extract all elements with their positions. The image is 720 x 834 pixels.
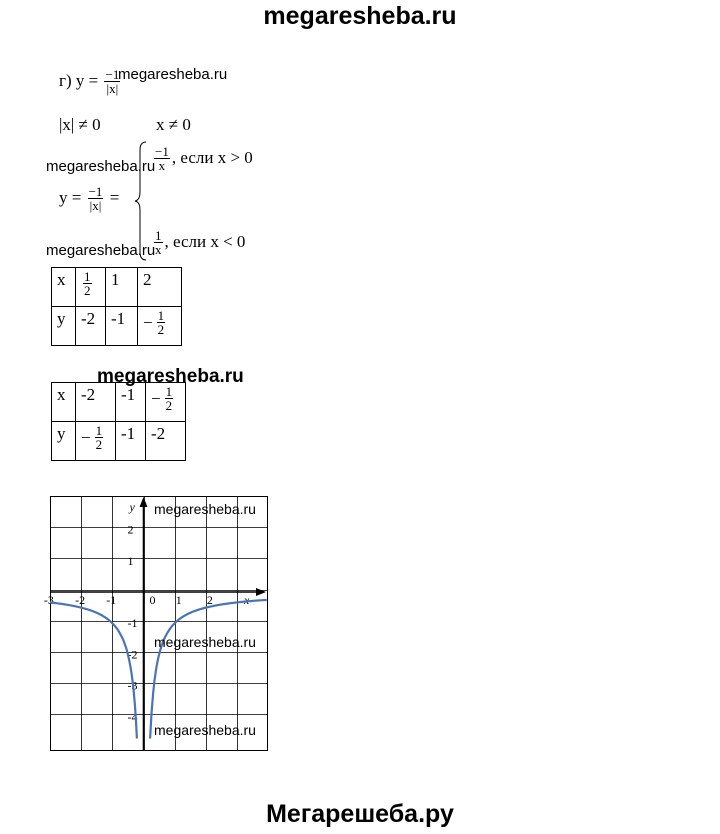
x-tick-label: -2 xyxy=(75,593,86,607)
numerator: −1 xyxy=(105,67,120,82)
numerator: 1 xyxy=(157,308,165,323)
table-cell xyxy=(138,307,182,346)
numerator: 1 xyxy=(84,269,91,284)
table-cell: -2 xyxy=(76,383,116,422)
fraction-minus-one-over-abs-x xyxy=(88,185,104,213)
denominator: 2 xyxy=(84,283,91,298)
table-cell: -1 xyxy=(106,307,138,346)
x-axis-arrow xyxy=(256,588,266,596)
table-row-x xyxy=(52,268,182,307)
curve-left-branch xyxy=(50,602,137,738)
table-row-y xyxy=(52,422,186,461)
fraction-one-half xyxy=(157,309,166,337)
graph-tick-labels xyxy=(44,500,250,724)
graph-axes xyxy=(50,497,266,751)
domain-condition-x: x ≠ 0 xyxy=(156,115,191,134)
x-tick-label: 0 xyxy=(149,593,156,607)
y-axis-arrow xyxy=(140,497,148,507)
minus-sign: − xyxy=(143,313,153,332)
watermark-middle: megaresheba.ru xyxy=(97,366,244,387)
case-negative-text: , если x < 0 xyxy=(164,231,246,251)
grid-border xyxy=(51,497,268,751)
numerator: 1 xyxy=(155,228,162,243)
row-label-x: x xyxy=(52,268,76,307)
y-tick-label: 2 xyxy=(127,522,134,537)
minus-sign: − xyxy=(151,389,161,408)
site-watermark-top: megaresheba.ru xyxy=(263,2,457,30)
numerator: 1 xyxy=(165,384,173,399)
table-cell: -1 xyxy=(116,383,146,422)
denominator: |x| xyxy=(106,81,119,96)
function-definition xyxy=(59,68,122,96)
table-cell: -2 xyxy=(146,422,186,461)
site-watermark-bottom: Мегарешеба.ру xyxy=(266,800,454,828)
piecewise-lhs xyxy=(59,185,119,213)
denominator: |x| xyxy=(89,198,102,213)
y-tick-label: -1 xyxy=(127,616,138,631)
table-cell: 1 xyxy=(106,268,138,307)
table-row-x xyxy=(52,383,186,422)
x-tick-label: -3 xyxy=(43,593,54,607)
row-label-y: y xyxy=(52,307,76,346)
y-equals: y = xyxy=(75,70,99,90)
watermark-inline-1: megaresheba.ru xyxy=(118,66,228,83)
x-axis-label: x xyxy=(244,593,250,607)
curve-right-branch xyxy=(150,600,267,739)
minus-sign: − xyxy=(81,428,91,447)
table-cell: 2 xyxy=(138,268,182,307)
table-cell: -2 xyxy=(76,307,106,346)
denominator: x xyxy=(155,242,162,257)
minus-one-half xyxy=(143,309,167,337)
table-cell xyxy=(146,383,186,422)
numerator: −1 xyxy=(155,144,169,159)
graph-watermark: megaresheba.ru xyxy=(154,501,256,517)
numerator: 1 xyxy=(95,423,103,438)
graph-watermark: megaresheba.ru xyxy=(154,722,256,738)
y-equals: y = xyxy=(59,187,82,207)
table-cell xyxy=(76,422,116,461)
x-tick-label: -1 xyxy=(106,593,117,607)
row-label-y: y xyxy=(52,422,76,461)
watermark-inline-3: megaresheba.ru xyxy=(46,242,156,259)
y-tick-label: -4 xyxy=(127,709,138,724)
fraction-one-half xyxy=(95,424,104,452)
watermark-inline-2: megaresheba.ru xyxy=(46,158,156,175)
denominator: 2 xyxy=(157,322,165,337)
y-axis-label: y xyxy=(129,500,135,514)
fraction-one-half xyxy=(83,270,92,298)
item-label: г) xyxy=(59,70,72,90)
graph-grid xyxy=(50,496,268,751)
minus-one-half xyxy=(81,424,105,452)
numerator: −1 xyxy=(88,184,103,199)
function-graph xyxy=(43,496,270,752)
denominator: x xyxy=(158,158,166,173)
values-table-negative xyxy=(51,382,186,461)
fraction-minus-one-over-x xyxy=(154,145,170,173)
denominator: 2 xyxy=(165,398,173,413)
graph-curves xyxy=(50,600,267,739)
y-tick-label: 1 xyxy=(127,553,134,568)
table-cell xyxy=(76,268,106,307)
graph-watermark: megaresheba.ru xyxy=(154,634,256,650)
denominator: 2 xyxy=(95,437,103,452)
domain-condition-abs: |x| ≠ 0 xyxy=(59,115,101,134)
y-tick-label: -2 xyxy=(127,647,138,662)
case-positive-text: , если x > 0 xyxy=(171,147,253,167)
equals-sign: = xyxy=(109,187,120,207)
case-negative xyxy=(152,229,245,257)
values-table-positive xyxy=(51,267,182,346)
x-tick-label: 1 xyxy=(175,593,182,607)
row-label-x: x xyxy=(52,383,76,422)
fraction-one-over-x xyxy=(154,229,163,257)
x-tick-label: 2 xyxy=(206,593,213,607)
fraction-one-half xyxy=(165,385,174,413)
minus-one-half xyxy=(151,385,175,413)
table-cell: -1 xyxy=(116,422,146,461)
y-tick-label: -3 xyxy=(127,678,138,693)
case-positive xyxy=(152,145,253,173)
table-row-y xyxy=(52,307,182,346)
